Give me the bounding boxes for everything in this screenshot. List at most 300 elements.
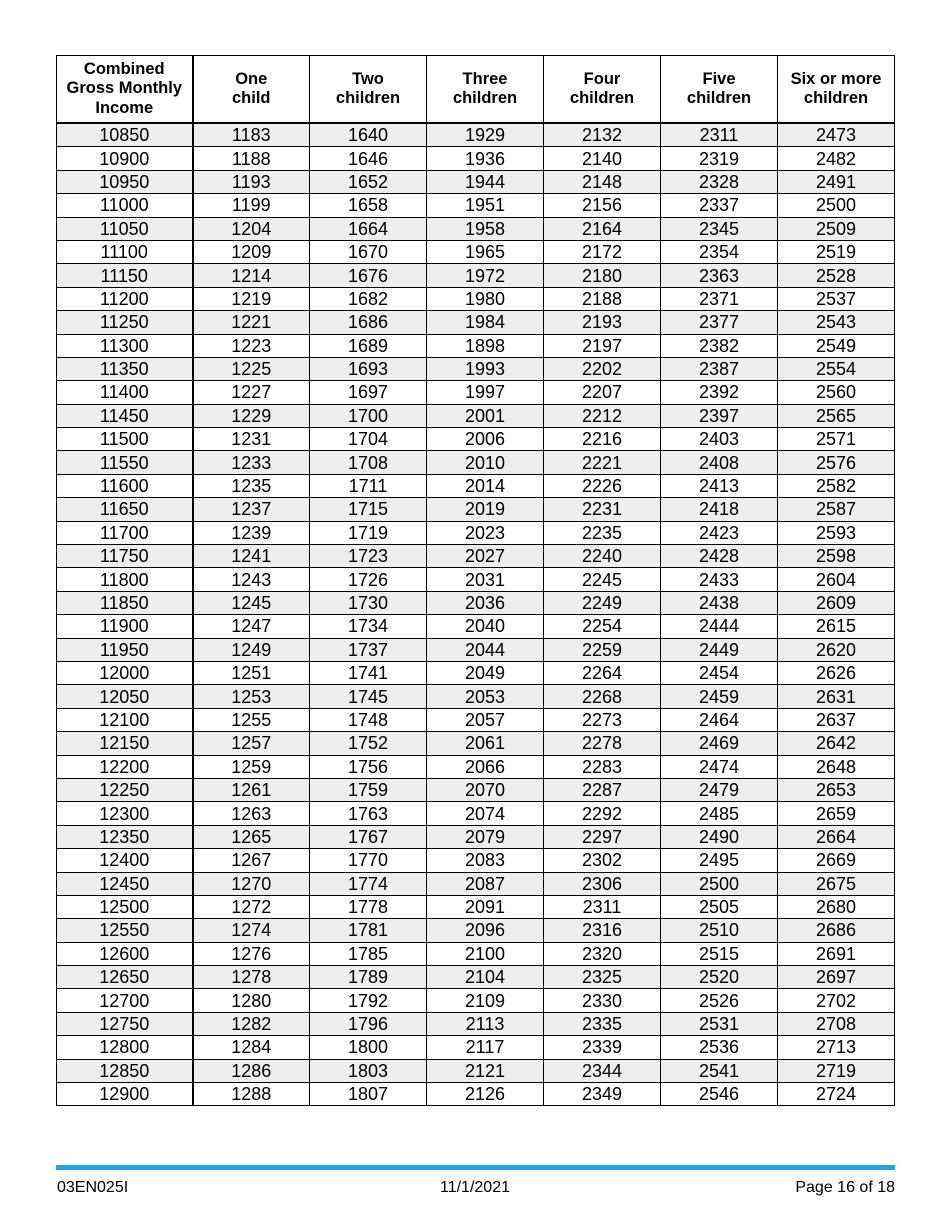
support-amount-cell: 2335 bbox=[544, 1012, 661, 1035]
support-amount-cell: 2306 bbox=[544, 872, 661, 895]
support-amount-cell: 2354 bbox=[661, 240, 778, 263]
support-amount-cell: 1670 bbox=[310, 240, 427, 263]
support-amount-cell: 2387 bbox=[661, 357, 778, 380]
support-amount-cell: 1214 bbox=[193, 264, 310, 287]
support-amount-cell: 2536 bbox=[661, 1036, 778, 1059]
support-amount-cell: 2126 bbox=[427, 1083, 544, 1106]
support-amount-cell: 2319 bbox=[661, 147, 778, 170]
support-amount-cell: 1204 bbox=[193, 217, 310, 240]
support-amount-cell: 2541 bbox=[661, 1059, 778, 1082]
support-amount-cell: 1759 bbox=[310, 778, 427, 801]
support-amount-cell: 1929 bbox=[427, 123, 544, 147]
support-amount-cell: 2172 bbox=[544, 240, 661, 263]
support-amount-cell: 2132 bbox=[544, 123, 661, 147]
support-amount-cell: 2598 bbox=[778, 545, 895, 568]
support-amount-cell: 2330 bbox=[544, 989, 661, 1012]
table-row bbox=[57, 217, 895, 240]
support-amount-cell: 2156 bbox=[544, 194, 661, 217]
table-row bbox=[57, 287, 895, 310]
support-amount-cell: 2036 bbox=[427, 591, 544, 614]
income-cell: 11000 bbox=[57, 194, 193, 217]
support-amount-cell: 2680 bbox=[778, 895, 895, 918]
support-amount-cell: 1951 bbox=[427, 194, 544, 217]
header-five-children: Five children bbox=[661, 56, 778, 124]
support-amount-cell: 1231 bbox=[193, 428, 310, 451]
support-amount-cell: 2500 bbox=[778, 194, 895, 217]
support-amount-cell: 2031 bbox=[427, 568, 544, 591]
support-amount-cell: 2377 bbox=[661, 311, 778, 334]
support-amount-cell: 2264 bbox=[544, 661, 661, 684]
support-amount-cell: 2345 bbox=[661, 217, 778, 240]
support-amount-cell: 2019 bbox=[427, 498, 544, 521]
table-row bbox=[57, 661, 895, 684]
support-amount-cell: 2193 bbox=[544, 311, 661, 334]
support-amount-cell: 1286 bbox=[193, 1059, 310, 1082]
support-amount-cell: 2049 bbox=[427, 661, 544, 684]
support-amount-cell: 2235 bbox=[544, 521, 661, 544]
support-amount-cell: 1741 bbox=[310, 661, 427, 684]
support-amount-cell: 1770 bbox=[310, 849, 427, 872]
support-amount-cell: 2349 bbox=[544, 1083, 661, 1106]
support-amount-cell: 2702 bbox=[778, 989, 895, 1012]
support-amount-cell: 2719 bbox=[778, 1059, 895, 1082]
income-cell: 11950 bbox=[57, 638, 193, 661]
support-amount-cell: 2520 bbox=[661, 966, 778, 989]
income-cell: 11750 bbox=[57, 545, 193, 568]
income-cell: 12800 bbox=[57, 1036, 193, 1059]
support-amount-cell: 1789 bbox=[310, 966, 427, 989]
table-row bbox=[57, 381, 895, 404]
table-row bbox=[57, 849, 895, 872]
support-amount-cell: 2615 bbox=[778, 615, 895, 638]
support-amount-cell: 1199 bbox=[193, 194, 310, 217]
support-amount-cell: 2626 bbox=[778, 661, 895, 684]
income-cell: 11400 bbox=[57, 381, 193, 404]
support-amount-cell: 2546 bbox=[661, 1083, 778, 1106]
table-row bbox=[57, 474, 895, 497]
support-amount-cell: 1972 bbox=[427, 264, 544, 287]
table-row bbox=[57, 591, 895, 614]
support-amount-cell: 2697 bbox=[778, 966, 895, 989]
support-amount-cell: 2023 bbox=[427, 521, 544, 544]
support-amount-cell: 2325 bbox=[544, 966, 661, 989]
support-amount-cell: 2604 bbox=[778, 568, 895, 591]
support-amount-cell: 2297 bbox=[544, 825, 661, 848]
support-amount-cell: 2724 bbox=[778, 1083, 895, 1106]
support-amount-cell: 2543 bbox=[778, 311, 895, 334]
support-amount-cell: 2392 bbox=[661, 381, 778, 404]
support-amount-cell: 1284 bbox=[193, 1036, 310, 1059]
support-amount-cell: 1723 bbox=[310, 545, 427, 568]
support-amount-cell: 2571 bbox=[778, 428, 895, 451]
support-amount-cell: 2027 bbox=[427, 545, 544, 568]
support-amount-cell: 2283 bbox=[544, 755, 661, 778]
table-row bbox=[57, 264, 895, 287]
support-amount-cell: 2070 bbox=[427, 778, 544, 801]
support-amount-cell: 2505 bbox=[661, 895, 778, 918]
support-amount-cell: 2104 bbox=[427, 966, 544, 989]
support-amount-cell: 1708 bbox=[310, 451, 427, 474]
support-amount-cell: 2311 bbox=[544, 895, 661, 918]
support-amount-cell: 2403 bbox=[661, 428, 778, 451]
support-amount-cell: 1676 bbox=[310, 264, 427, 287]
support-amount-cell: 2587 bbox=[778, 498, 895, 521]
support-amount-cell: 2006 bbox=[427, 428, 544, 451]
support-amount-cell: 2096 bbox=[427, 919, 544, 942]
support-amount-cell: 1278 bbox=[193, 966, 310, 989]
support-amount-cell: 1235 bbox=[193, 474, 310, 497]
income-cell: 11900 bbox=[57, 615, 193, 638]
support-amount-cell: 1796 bbox=[310, 1012, 427, 1035]
support-amount-cell: 2278 bbox=[544, 732, 661, 755]
support-amount-cell: 2226 bbox=[544, 474, 661, 497]
support-amount-cell: 1193 bbox=[193, 170, 310, 193]
support-amount-cell: 2254 bbox=[544, 615, 661, 638]
table-row bbox=[57, 357, 895, 380]
support-amount-cell: 1270 bbox=[193, 872, 310, 895]
support-amount-cell: 2240 bbox=[544, 545, 661, 568]
support-amount-cell: 2121 bbox=[427, 1059, 544, 1082]
table-row bbox=[57, 311, 895, 334]
income-cell: 11050 bbox=[57, 217, 193, 240]
support-amount-cell: 2491 bbox=[778, 170, 895, 193]
header-two-children: Two children bbox=[310, 56, 427, 124]
table-row bbox=[57, 123, 895, 147]
table-row bbox=[57, 498, 895, 521]
support-amount-cell: 1280 bbox=[193, 989, 310, 1012]
income-cell: 11150 bbox=[57, 264, 193, 287]
support-amount-cell: 1704 bbox=[310, 428, 427, 451]
header-three-children: Three children bbox=[427, 56, 544, 124]
support-amount-cell: 1219 bbox=[193, 287, 310, 310]
support-amount-cell: 2100 bbox=[427, 942, 544, 965]
support-amount-cell: 2653 bbox=[778, 778, 895, 801]
support-amount-cell: 1227 bbox=[193, 381, 310, 404]
support-amount-cell: 1781 bbox=[310, 919, 427, 942]
support-amount-cell: 2576 bbox=[778, 451, 895, 474]
table-row bbox=[57, 966, 895, 989]
support-amount-cell: 1997 bbox=[427, 381, 544, 404]
support-amount-cell: 2620 bbox=[778, 638, 895, 661]
support-amount-cell: 2428 bbox=[661, 545, 778, 568]
support-amount-cell: 2292 bbox=[544, 802, 661, 825]
support-amount-cell: 2479 bbox=[661, 778, 778, 801]
support-amount-cell: 1225 bbox=[193, 357, 310, 380]
income-cell: 12750 bbox=[57, 1012, 193, 1035]
support-amount-cell: 2001 bbox=[427, 404, 544, 427]
support-amount-cell: 2320 bbox=[544, 942, 661, 965]
support-amount-cell: 1752 bbox=[310, 732, 427, 755]
support-amount-cell: 1263 bbox=[193, 802, 310, 825]
income-cell: 12400 bbox=[57, 849, 193, 872]
support-amount-cell: 2371 bbox=[661, 287, 778, 310]
support-amount-cell: 2259 bbox=[544, 638, 661, 661]
support-amount-cell: 2363 bbox=[661, 264, 778, 287]
support-amount-cell: 2344 bbox=[544, 1059, 661, 1082]
support-amount-cell: 1239 bbox=[193, 521, 310, 544]
table-row bbox=[57, 521, 895, 544]
support-amount-cell: 2637 bbox=[778, 708, 895, 731]
income-cell: 12150 bbox=[57, 732, 193, 755]
support-amount-cell: 2091 bbox=[427, 895, 544, 918]
support-amount-cell: 1958 bbox=[427, 217, 544, 240]
support-amount-cell: 1980 bbox=[427, 287, 544, 310]
support-amount-cell: 2197 bbox=[544, 334, 661, 357]
table-row bbox=[57, 404, 895, 427]
footer-divider bbox=[56, 1165, 895, 1170]
support-amount-cell: 1984 bbox=[427, 311, 544, 334]
support-amount-cell: 2537 bbox=[778, 287, 895, 310]
support-amount-cell: 2268 bbox=[544, 685, 661, 708]
support-amount-cell: 2221 bbox=[544, 451, 661, 474]
support-amount-cell: 1711 bbox=[310, 474, 427, 497]
support-amount-cell: 2212 bbox=[544, 404, 661, 427]
support-amount-cell: 2079 bbox=[427, 825, 544, 848]
footer-date: 11/1/2021 bbox=[440, 1179, 510, 1196]
support-amount-cell: 2500 bbox=[661, 872, 778, 895]
income-cell: 12300 bbox=[57, 802, 193, 825]
support-amount-cell: 1944 bbox=[427, 170, 544, 193]
table-row bbox=[57, 1059, 895, 1082]
income-cell: 11500 bbox=[57, 428, 193, 451]
support-amount-cell: 2113 bbox=[427, 1012, 544, 1035]
support-amount-cell: 2490 bbox=[661, 825, 778, 848]
table-row bbox=[57, 755, 895, 778]
support-amount-cell: 1245 bbox=[193, 591, 310, 614]
table-row bbox=[57, 545, 895, 568]
support-amount-cell: 1251 bbox=[193, 661, 310, 684]
support-amount-cell: 2593 bbox=[778, 521, 895, 544]
support-amount-cell: 2642 bbox=[778, 732, 895, 755]
support-amount-cell: 2531 bbox=[661, 1012, 778, 1035]
support-amount-cell: 2061 bbox=[427, 732, 544, 755]
income-cell: 12650 bbox=[57, 966, 193, 989]
table-row bbox=[57, 451, 895, 474]
income-cell: 11550 bbox=[57, 451, 193, 474]
support-amount-cell: 1715 bbox=[310, 498, 427, 521]
support-amount-cell: 2249 bbox=[544, 591, 661, 614]
support-amount-cell: 1785 bbox=[310, 942, 427, 965]
support-amount-cell: 1737 bbox=[310, 638, 427, 661]
table-row bbox=[57, 942, 895, 965]
support-amount-cell: 2449 bbox=[661, 638, 778, 661]
support-amount-cell: 2311 bbox=[661, 123, 778, 147]
income-cell: 10900 bbox=[57, 147, 193, 170]
income-cell: 12700 bbox=[57, 989, 193, 1012]
support-amount-cell: 2664 bbox=[778, 825, 895, 848]
support-amount-cell: 2083 bbox=[427, 849, 544, 872]
support-amount-cell: 2057 bbox=[427, 708, 544, 731]
support-amount-cell: 1756 bbox=[310, 755, 427, 778]
income-cell: 12600 bbox=[57, 942, 193, 965]
support-amount-cell: 1237 bbox=[193, 498, 310, 521]
support-amount-cell: 2444 bbox=[661, 615, 778, 638]
support-amount-cell: 1807 bbox=[310, 1083, 427, 1106]
support-amount-cell: 2207 bbox=[544, 381, 661, 404]
income-cell: 12450 bbox=[57, 872, 193, 895]
income-cell: 10850 bbox=[57, 123, 193, 147]
support-amount-cell: 2474 bbox=[661, 755, 778, 778]
support-amount-cell: 2528 bbox=[778, 264, 895, 287]
support-amount-cell: 2014 bbox=[427, 474, 544, 497]
income-cell: 12900 bbox=[57, 1083, 193, 1106]
support-amount-cell: 2469 bbox=[661, 732, 778, 755]
support-amount-cell: 1274 bbox=[193, 919, 310, 942]
support-amount-cell: 2245 bbox=[544, 568, 661, 591]
support-amount-cell: 2713 bbox=[778, 1036, 895, 1059]
support-amount-cell: 1282 bbox=[193, 1012, 310, 1035]
support-amount-cell: 1774 bbox=[310, 872, 427, 895]
child-support-table bbox=[56, 55, 895, 1106]
support-amount-cell: 2675 bbox=[778, 872, 895, 895]
header-one-child: One child bbox=[193, 56, 310, 124]
support-amount-cell: 2382 bbox=[661, 334, 778, 357]
support-amount-cell: 1719 bbox=[310, 521, 427, 544]
support-amount-cell: 1697 bbox=[310, 381, 427, 404]
support-amount-cell: 1221 bbox=[193, 311, 310, 334]
support-amount-cell: 1276 bbox=[193, 942, 310, 965]
table-row bbox=[57, 194, 895, 217]
support-amount-cell: 1241 bbox=[193, 545, 310, 568]
support-amount-cell: 2560 bbox=[778, 381, 895, 404]
support-amount-cell: 2554 bbox=[778, 357, 895, 380]
support-amount-cell: 1693 bbox=[310, 357, 427, 380]
support-amount-cell: 2648 bbox=[778, 755, 895, 778]
support-amount-cell: 2526 bbox=[661, 989, 778, 1012]
table-row bbox=[57, 1083, 895, 1106]
support-amount-cell: 2509 bbox=[778, 217, 895, 240]
table-row bbox=[57, 240, 895, 263]
support-amount-cell: 1257 bbox=[193, 732, 310, 755]
support-amount-cell: 2473 bbox=[778, 123, 895, 147]
income-cell: 11350 bbox=[57, 357, 193, 380]
income-cell: 11250 bbox=[57, 311, 193, 334]
support-amount-cell: 2454 bbox=[661, 661, 778, 684]
support-amount-cell: 1898 bbox=[427, 334, 544, 357]
support-amount-cell: 2549 bbox=[778, 334, 895, 357]
support-amount-cell: 1247 bbox=[193, 615, 310, 638]
support-amount-cell: 1745 bbox=[310, 685, 427, 708]
table-row bbox=[57, 989, 895, 1012]
support-amount-cell: 2459 bbox=[661, 685, 778, 708]
support-amount-cell: 2044 bbox=[427, 638, 544, 661]
support-amount-cell: 1646 bbox=[310, 147, 427, 170]
support-amount-cell: 1249 bbox=[193, 638, 310, 661]
support-amount-cell: 2316 bbox=[544, 919, 661, 942]
support-amount-cell: 2515 bbox=[661, 942, 778, 965]
support-amount-cell: 2485 bbox=[661, 802, 778, 825]
support-amount-cell: 1272 bbox=[193, 895, 310, 918]
support-amount-cell: 2686 bbox=[778, 919, 895, 942]
support-amount-cell: 1689 bbox=[310, 334, 427, 357]
support-amount-cell: 2040 bbox=[427, 615, 544, 638]
header-income: Combined Gross Monthly Income bbox=[57, 56, 193, 124]
support-amount-cell: 2188 bbox=[544, 287, 661, 310]
support-amount-cell: 2339 bbox=[544, 1036, 661, 1059]
support-amount-cell: 2413 bbox=[661, 474, 778, 497]
support-amount-cell: 2087 bbox=[427, 872, 544, 895]
support-amount-cell: 2433 bbox=[661, 568, 778, 591]
support-amount-cell: 1233 bbox=[193, 451, 310, 474]
support-amount-cell: 1792 bbox=[310, 989, 427, 1012]
support-amount-cell: 1259 bbox=[193, 755, 310, 778]
support-amount-cell: 1253 bbox=[193, 685, 310, 708]
header-four-children: Four children bbox=[544, 56, 661, 124]
support-amount-cell: 2495 bbox=[661, 849, 778, 872]
support-amount-cell: 1243 bbox=[193, 568, 310, 591]
support-amount-cell: 1652 bbox=[310, 170, 427, 193]
support-amount-cell: 2565 bbox=[778, 404, 895, 427]
support-amount-cell: 1686 bbox=[310, 311, 427, 334]
support-amount-cell: 1261 bbox=[193, 778, 310, 801]
table-row bbox=[57, 428, 895, 451]
table-header-row bbox=[57, 56, 895, 124]
support-amount-cell: 2669 bbox=[778, 849, 895, 872]
table-row bbox=[57, 638, 895, 661]
table-row bbox=[57, 732, 895, 755]
support-amount-cell: 2423 bbox=[661, 521, 778, 544]
support-amount-cell: 2519 bbox=[778, 240, 895, 263]
income-cell: 11300 bbox=[57, 334, 193, 357]
income-cell: 11100 bbox=[57, 240, 193, 263]
support-amount-cell: 2148 bbox=[544, 170, 661, 193]
support-amount-cell: 2117 bbox=[427, 1036, 544, 1059]
support-amount-cell: 2066 bbox=[427, 755, 544, 778]
table-row bbox=[57, 1012, 895, 1035]
table-row bbox=[57, 778, 895, 801]
support-amount-cell: 1767 bbox=[310, 825, 427, 848]
support-amount-cell: 2482 bbox=[778, 147, 895, 170]
support-amount-cell: 2287 bbox=[544, 778, 661, 801]
support-amount-cell: 2202 bbox=[544, 357, 661, 380]
support-amount-cell: 2708 bbox=[778, 1012, 895, 1035]
support-amount-cell: 2164 bbox=[544, 217, 661, 240]
income-cell: 11200 bbox=[57, 287, 193, 310]
support-amount-cell: 2582 bbox=[778, 474, 895, 497]
support-amount-cell: 2231 bbox=[544, 498, 661, 521]
table-row bbox=[57, 147, 895, 170]
support-amount-cell: 2408 bbox=[661, 451, 778, 474]
support-amount-cell: 1800 bbox=[310, 1036, 427, 1059]
support-amount-cell: 1209 bbox=[193, 240, 310, 263]
income-cell: 11700 bbox=[57, 521, 193, 544]
support-amount-cell: 1778 bbox=[310, 895, 427, 918]
support-amount-cell: 1993 bbox=[427, 357, 544, 380]
support-amount-cell: 1734 bbox=[310, 615, 427, 638]
support-amount-cell: 1730 bbox=[310, 591, 427, 614]
income-cell: 12050 bbox=[57, 685, 193, 708]
table-row bbox=[57, 685, 895, 708]
table-row bbox=[57, 615, 895, 638]
support-amount-cell: 1664 bbox=[310, 217, 427, 240]
support-amount-cell: 1803 bbox=[310, 1059, 427, 1082]
support-amount-cell: 2273 bbox=[544, 708, 661, 731]
income-cell: 11800 bbox=[57, 568, 193, 591]
support-amount-cell: 1183 bbox=[193, 123, 310, 147]
income-cell: 12100 bbox=[57, 708, 193, 731]
support-amount-cell: 2109 bbox=[427, 989, 544, 1012]
support-amount-cell: 2464 bbox=[661, 708, 778, 731]
table-row bbox=[57, 825, 895, 848]
support-amount-cell: 1288 bbox=[193, 1083, 310, 1106]
support-amount-cell: 1763 bbox=[310, 802, 427, 825]
support-amount-cell: 2074 bbox=[427, 802, 544, 825]
table-row bbox=[57, 919, 895, 942]
support-amount-cell: 2337 bbox=[661, 194, 778, 217]
support-amount-cell: 1265 bbox=[193, 825, 310, 848]
table-row bbox=[57, 170, 895, 193]
support-amount-cell: 2397 bbox=[661, 404, 778, 427]
